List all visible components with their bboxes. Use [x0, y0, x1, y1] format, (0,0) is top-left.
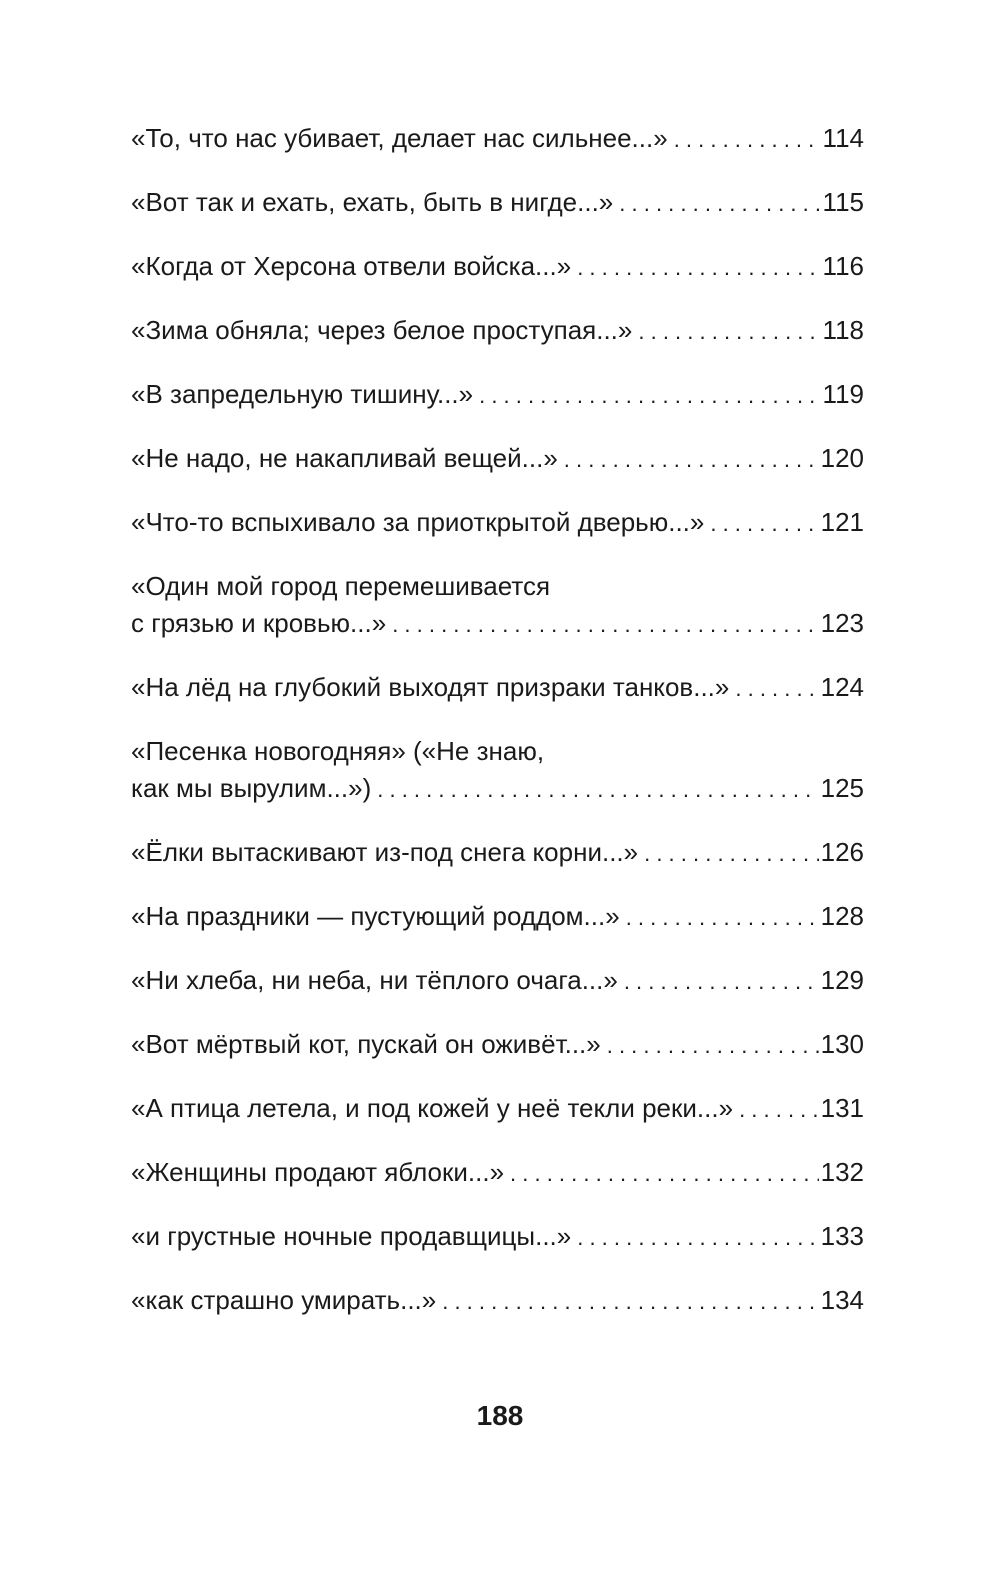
- toc-entry-title: «Вот так и ехать, ехать, быть в нигде...»: [131, 187, 614, 217]
- toc-entry-title: «Зима обняла; через белое проступая...»: [131, 315, 633, 345]
- toc-entry-title: «На лёд на глубокий выходят призраки танков...»: [131, 672, 730, 702]
- toc-entry-title: «В запредельную тишину...»: [131, 379, 474, 409]
- dot-leader: [564, 441, 819, 478]
- toc-entry-page: 118: [822, 315, 864, 345]
- toc-entry-title: «То, что нас убивает, делает нас сильнее...»: [131, 123, 668, 153]
- toc-entry-page: 125: [820, 773, 864, 803]
- toc-entry: [131, 1026, 864, 1064]
- dot-leader: [607, 1027, 819, 1064]
- toc-entry-page: 121: [820, 507, 864, 537]
- dot-leader: [479, 377, 820, 414]
- toc-entry-title: «Ни хлеба, ни неба, ни тёплого очага...»: [131, 965, 618, 995]
- toc-entry-title-line1: «Песенка новогодняя» («Не знаю,: [131, 736, 545, 766]
- toc-entry-title: «Вот мёртвый кот, пускай он оживёт...»: [131, 1029, 601, 1059]
- toc-entry-title: «Ёлки вытаскивают из-под снега корни...»: [131, 837, 639, 867]
- toc-entry: [131, 962, 864, 1000]
- toc-entry-page: 126: [820, 837, 864, 867]
- dot-leader: [735, 670, 818, 707]
- toc-entry: [131, 504, 864, 542]
- toc-entry-title: «На праздники — пустующий роддом...»: [131, 901, 620, 931]
- dot-leader: [624, 963, 819, 1000]
- toc-entry-title: «и грустные ночные продавщицы...»: [131, 1221, 572, 1251]
- dot-leader: [510, 1155, 819, 1192]
- toc-entry: [131, 120, 864, 158]
- toc-entry-page: 131: [820, 1093, 864, 1123]
- table-of-contents: [131, 120, 864, 1346]
- dot-leader: [644, 835, 819, 872]
- toc-entry: [131, 440, 864, 478]
- dot-leader: [577, 1219, 818, 1256]
- toc-entry-page: 129: [820, 965, 864, 995]
- toc-entry-title-line1: «Один мой город перемешивается: [131, 571, 551, 601]
- toc-entry-page: 123: [820, 608, 864, 638]
- toc-entry-title: «Не надо, не накапливай вещей...»: [131, 443, 558, 473]
- dot-leader: [638, 313, 820, 350]
- toc-entry-title: «А птица летела, и под кожей у неё текли реки...»: [131, 1093, 734, 1123]
- toc-entry: [131, 1282, 864, 1320]
- toc-entry: [131, 248, 864, 286]
- toc-entry: [131, 568, 864, 643]
- toc-entry: [131, 1154, 864, 1192]
- toc-entry-page: 119: [822, 379, 864, 409]
- toc-entry-page: 115: [822, 187, 864, 217]
- toc-entry-page: 133: [820, 1221, 864, 1251]
- dot-leader: [626, 899, 819, 936]
- toc-entry-page: 124: [820, 672, 864, 702]
- toc-entry: [131, 898, 864, 936]
- toc-entry-title: «Женщины продают яблоки...»: [131, 1157, 505, 1187]
- toc-entry-page: 116: [822, 251, 864, 281]
- dot-leader: [577, 249, 820, 286]
- toc-entry-page: 128: [820, 901, 864, 931]
- toc-entry: [131, 376, 864, 414]
- toc-entry-title: «как страшно умирать...»: [131, 1285, 437, 1315]
- toc-entry: [131, 669, 864, 707]
- toc-entry: [131, 1090, 864, 1128]
- toc-entry: [131, 733, 864, 808]
- dot-leader: [739, 1091, 819, 1128]
- toc-entry-title: «Когда от Херсона отвели войска...»: [131, 251, 572, 281]
- toc-entry-title: «Что-то вспыхивало за приоткрытой дверью...»: [131, 507, 705, 537]
- dot-leader: [619, 185, 820, 222]
- toc-entry-page: 114: [822, 123, 864, 153]
- dot-leader: [392, 606, 818, 643]
- toc-entry-page: 130: [820, 1029, 864, 1059]
- toc-entry-title: с грязью и кровью...»: [131, 608, 387, 638]
- dot-leader: [377, 771, 818, 808]
- toc-entry: [131, 184, 864, 222]
- toc-entry-page: 134: [820, 1285, 864, 1315]
- toc-entry: [131, 834, 864, 872]
- toc-entry-page: 120: [820, 443, 864, 473]
- toc-entry-title: как мы вырулим...»): [131, 773, 372, 803]
- dot-leader: [710, 505, 818, 542]
- toc-entry-page: 132: [820, 1157, 864, 1187]
- page-number: 188: [476, 1400, 524, 1431]
- dot-leader: [674, 121, 821, 158]
- dot-leader: [442, 1283, 818, 1320]
- toc-entry: [131, 312, 864, 350]
- toc-entry: [131, 1218, 864, 1256]
